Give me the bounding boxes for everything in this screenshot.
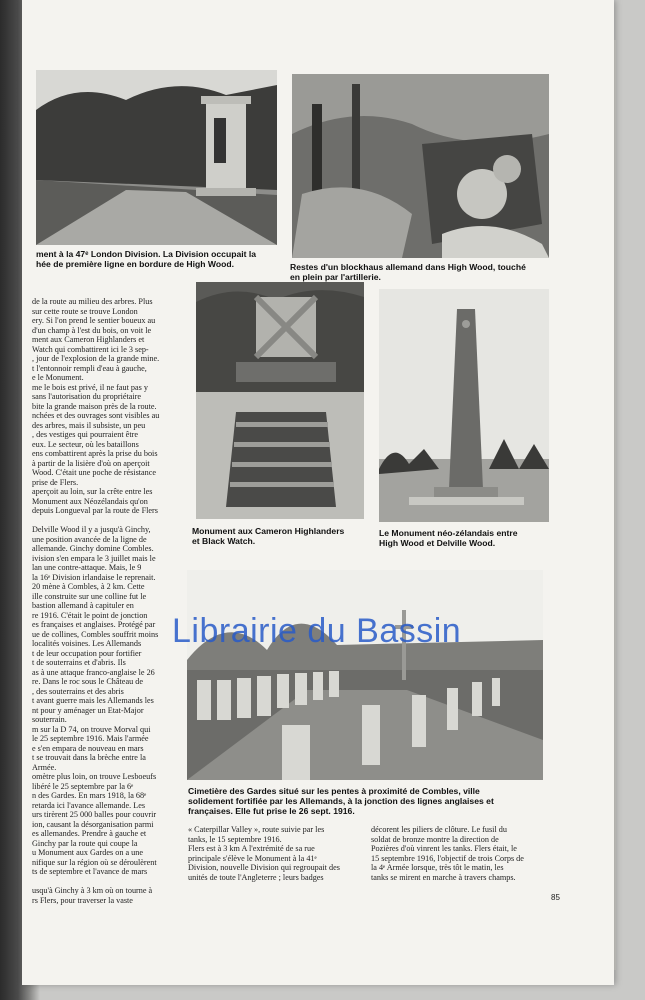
caption-blockhaus: Restes d'un blockhaus allemand dans High Wood, touché en plein par l'artillerie. [290,262,526,282]
caption-neozelandais: Le Monument néo-zélandais entre High Wood et Delville Wood. [379,528,518,548]
body-text-middle-column: « Caterpillar Valley », route suivie par les tanks, le 15 septembre 1916. Flers est à 3 km A l'extrémité de sa rue principale s'élève le Monument à la 41ᵉ Division, nouvelle Division qui regroupait des unités de toute l'Angleterre ; leurs badges [188,825,340,882]
photo-blockhaus [292,74,549,258]
caption-cimetiere: Cimetière des Gardes situé sur les pentes à proximité de Combles, ville solidement fortifiée par les Allemands, à la jonction des lignes anglaises et françaises. Elle fut prise le 26 sept. 1916. [188,786,494,816]
magazine-page [22,0,614,985]
body-text-right-column: décorent les piliers de clôture. Le fusil du soldat de bronze montre la direction de Pozières d'où vinrent les tanks. Flers était, le 15 septembre 1916, l'objectif de trois Corps de la 4ᵉ Armée lorsque, très tôt le matin, les tanks se mirent en marche à travers champs. [371,825,524,882]
photo-neozelandais-monument [379,289,549,522]
photo-cameron-highlanders-monument [196,282,364,519]
watermark-librairie: Librairie du Bassin [172,612,462,650]
photo-london-division-monument [36,70,277,245]
body-text-left-column: de la route au milieu des arbres. Plus sur cette route se trouve London ery. Si l'on prend le sentier boueux au d'un champ à l'est du bois, on voit le ment aux Cameron Highlanders et Watch qui combattirent ici le 3 sep- , jour de l'explosion de la grande mine. t l'entonnoir rempli d'eau à gauche, e le Monument. me le bois est privé, il ne faut pas y sans l'autorisation du propriétaire bite la grande maison près de la route. nchées et des ouvrages sont visibles au des arbres, mais il subsiste, un peu , des vestiges qui pourraient être eux. Le secteur, où les bataillons ens combattirent après la prise du bois à partir de la lisière d'où on aperçoit Wood. C'était une poche de résistance prise de Flers. aperçoit au loin, sur la crête entre les Monument aux Néozélandais qu'on depuis Longueval par la route de Flers Delville Wood il y a jusqu'à Ginchy, une position avancée de la ligne de allemande. Ginchy domine Combles. ivision s'en empara le 3 juillet mais le lan une contre-attaque. Mais, le 9 la 16ᵉ Division irlandaise le reprenait. 20 mène à Combles, à 2 km. Cette ille construite sur une colline fut le bastion allemand à capituler en re 1916. C'était le point de jonction es françaises et anglaises. Protégé par ue de collines, Combles souffrit moins localités voisines. Les Allemands t de leur occupation pour fortifier t de souterrains et d'abris. Ils as à une attaque franco-anglaise le 26 re. Dans le roc sous le Château de , des souterrains et des abris t avant guerre mais les Allemands les nt pour y aménager un Etat-Major souterrain. m sur la D 74, on trouve Morval qui le 25 septembre 1916. Mais l'armée e s'en empara de nouveau en mars t se trouvait dans la brèche entre la Armée. omètre plus loin, on trouve Lesboeufs libéré le 25 septembre par la 6ᵉ n des Gardes. En mars 1918, la 68ᵉ retarda ici l'avance allemande. Les urs tirèrent 25 000 balles pour couvrir ion, causant la désorganisation parmi es allemandes. Prendre à gauche et Ginchy par la route qui coupe la u Monument aux Gardes on a une nifique sur la région où se déroulèrent ts de septembre et l'avance de mars usqu'à Ginchy à 3 km où on tourne à rs Flers, pour traverser la vaste [32,297,160,905]
caption-cameron: Monument aux Cameron Highlanders et Black Watch. [192,526,345,546]
caption-london-division: ment à la 47ᵉ London Division. La Division occupait la hée de première ligne en bordure de High Wood. [36,249,257,269]
page-number: 85 [551,893,560,902]
photo-cimetiere-des-gardes [187,570,543,780]
